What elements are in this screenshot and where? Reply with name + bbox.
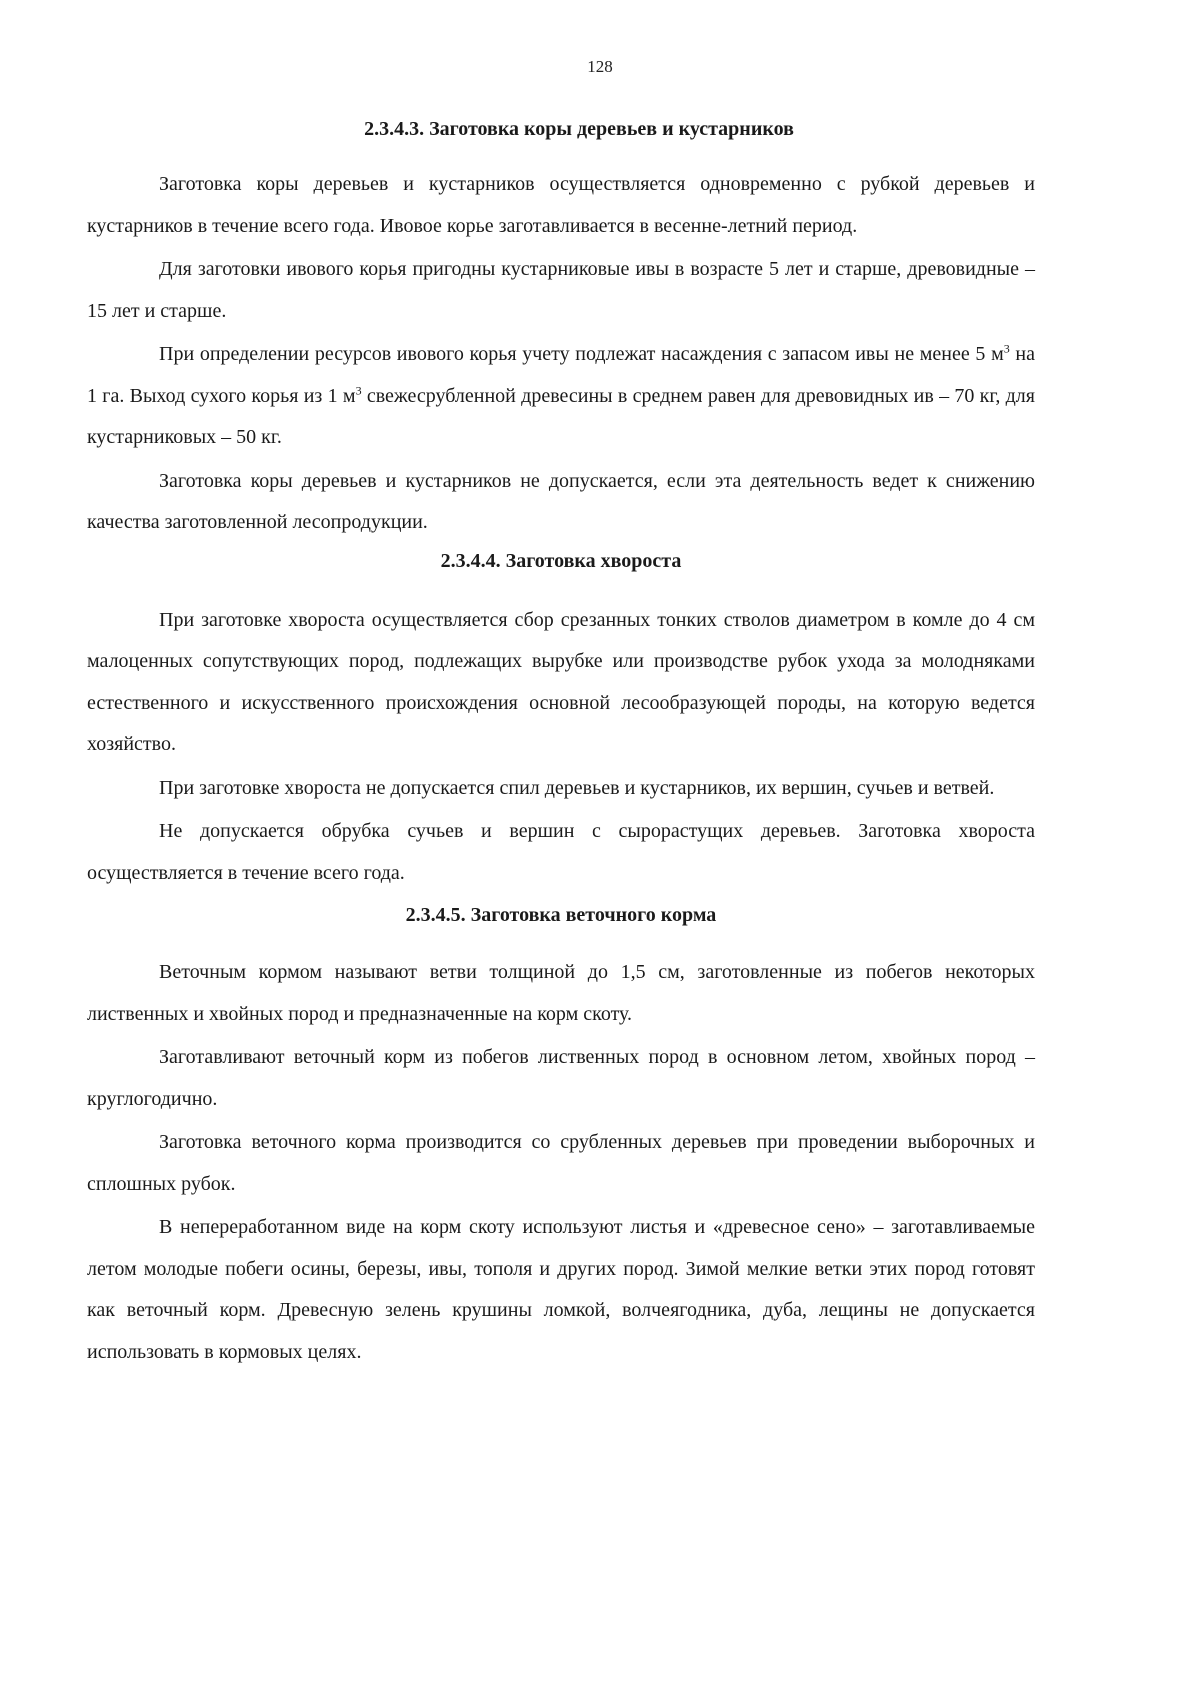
text-run: свежесрубленной древесины в среднем равен для древовидных ив – 70 кг, для кустарниковых – 50 кг.	[87, 384, 1035, 448]
paragraph: Не допускается обрубка сучьев и вершин с сырорастущих деревьев. Заготовка хвороста осуществляется в течение всего года.	[87, 820, 1035, 884]
paragraph: В непереработанном виде на корм скоту используют листья и «древесное сено» – заготавливаемые летом молодые побеги осины, березы, ивы, тополя и других пород. Зимой мелкие ветки этих пород готовят как веточный корм. Древесную зелень крушины ломкой, волчеягодника, дуба, лещины не допускается использовать в кормовых целях.	[87, 1216, 1035, 1363]
paragraph: При заготовке хвороста осуществляется сбор срезанных тонких стволов диаметром в комле до 4 см малоценных сопутствующих пород, подлежащих вырубке или производстве рубок ухода за молодняками естественного и искусственного происхождения основной лесообразующей породы, на которую ведется хозяйство.	[87, 608, 1035, 755]
section-heading-twig-fodder: 2.3.4.5. Заготовка веточного корма	[405, 904, 717, 926]
text-run: на 1 га. Выход сухого корья из 1 м	[87, 343, 1035, 407]
paragraph: Заготовка коры деревьев и кустарников осуществляется одновременно с рубкой деревьев и кустарников в течение всего года. Ивовое корье заготавливается в весенне-летний период.	[87, 173, 1035, 237]
paragraph-willow-resources	[87, 334, 1035, 459]
section-heading-bark: 2.3.4.3. Заготовка коры деревьев и кустарников	[364, 118, 794, 140]
section-heading-brushwood: 2.3.4.4. Заготовка хвороста	[440, 549, 682, 572]
paragraph: Заготовка веточного корма производится со срубленных деревьев при проведении выборочных и сплошных рубок.	[87, 1131, 1035, 1195]
page-number: 128	[587, 57, 613, 76]
superscript: 3	[355, 382, 362, 397]
paragraph: Заготовка коры деревьев и кустарников не допускается, если эта деятельность ведет к снижению качества заготовленной лесопродукции.	[87, 469, 1035, 533]
text-run: При определении ресурсов ивового корья учету подлежат насаждения с запасом ивы не менее 5 м	[159, 343, 1004, 365]
superscript: 3	[1003, 341, 1010, 356]
paragraph: Для заготовки ивового корья пригодны кустарниковые ивы в возрасте 5 лет и старше, древовидные – 15 лет и старше.	[87, 258, 1035, 322]
page-content	[87, 112, 1035, 1373]
paragraph: Веточным кормом называют ветви толщиной до 1,5 см, заготовленные из побегов некоторых лиственных и хвойных пород и предназначенные на корм скоту.	[87, 961, 1035, 1025]
paragraph: При заготовке хвороста не допускается спил деревьев и кустарников, их вершин, сучьев и ветвей.	[159, 776, 995, 799]
paragraph: Заготавливают веточный корм из побегов лиственных пород в основном летом, хвойных пород – круглогодично.	[87, 1046, 1035, 1110]
